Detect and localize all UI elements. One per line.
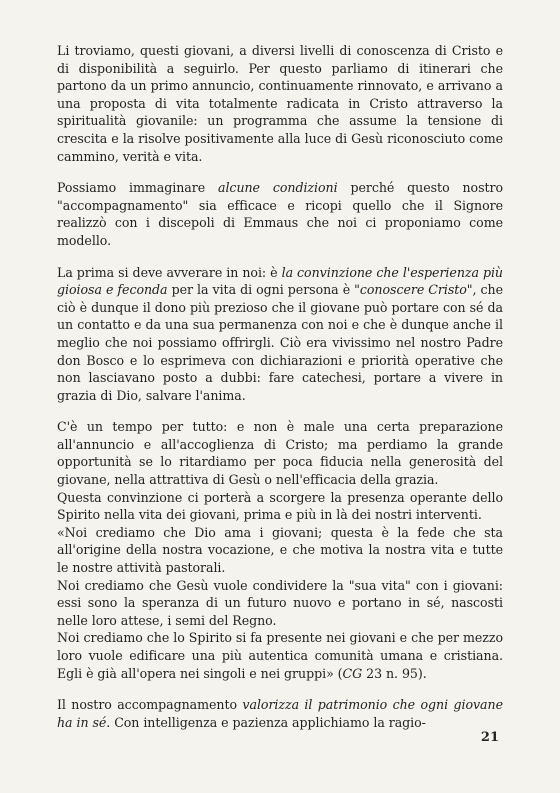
text-run: Li troviamo, questi giovani, a diversi livelli di conoscenza di Cristo e di disponibilità a seguirlo. Per questo parliamo di itinerari che partono da un primo annuncio, continuamente rinnovato, e arrivano a una proposta di vita totalmente radicata in Cristo attraverso la spiritualità giovanile: un programma che assume la tensione di crescita e la risolve positivamente alla luce di Gesù riconosciuto come cammino, verità e vita. — [57, 43, 503, 164]
paragraph — [57, 418, 503, 488]
paragraph — [57, 42, 503, 165]
text-run: Il nostro accompagnamento — [57, 697, 243, 713]
text-run: 23 n. 95). — [362, 665, 427, 681]
text-run: , che ciò è dunque il dono più prezioso che il giovane può portare con sé da un contatto e da una sua permanenza con noi e che è dunque anche il meglio che noi possiamo offrirgli. Ciò era vivissimo nel nostro Padre don Bosco e lo esprimeva con dichiarazioni e priorità operative che non lasciavano posto a dubbi: fare catechesi, portare a vivere in grazia di Dio, salvare l'anima. — [57, 282, 503, 403]
paragraph — [57, 696, 503, 731]
paragraph — [57, 524, 503, 577]
paragraph — [57, 489, 503, 524]
italic-text: la convinzione che l'esperienza più gioiosa e feconda — [57, 264, 503, 298]
text-run: . Con intelligenza e pazienza applichiamo la ragio- — [106, 714, 426, 730]
text-run: Questa convinzione ci porterà a scorgere la presenza operante dello Spirito nella vita dei giovani, prima e più in là dei nostri interventi. — [57, 489, 503, 523]
text-run: perché questo nostro "accompagnamento" sia efficace e ricopi quello che il Signore realizzò con i discepoli di Emmaus che noi ci proponiamo come modello. — [57, 180, 503, 248]
text-run: C'è un tempo per tutto: e non è male una certa preparazione all'annuncio e all'accoglienza di Cristo; ma perdiamo la grande opportunità se lo ritardiamo per poca fiducia nella generosità del giovane, nella attrattiva di Gesù o nell'efficacia della grazia. — [57, 419, 503, 488]
page-number: 21 — [480, 730, 499, 745]
page-body — [57, 42, 503, 745]
italic-text: "conoscere Cristo" — [354, 282, 473, 298]
paragraph — [57, 179, 503, 249]
text-run: Noi crediamo che Gesù vuole condividere la "sua vita" con i giovani: essi sono la speranza di un futuro nuovo e portano in sé, nascosti nelle loro attese, i semi del Regno. — [57, 577, 503, 628]
paragraph — [57, 577, 503, 630]
text-run: Possiamo immaginare — [57, 180, 218, 196]
italic-text: CG — [342, 665, 363, 681]
text-run: La prima si deve avverare in noi: è — [57, 264, 282, 280]
italic-text: valorizza il patrimonio che ogni giovane ha in sé — [57, 697, 503, 730]
text-run: Noi crediamo che lo Spirito si fa presente nei giovani e che per mezzo loro vuole edificare una più autentica comunità umana e cristiana. Egli è già all'opera nei singoli e nei gruppi» ( — [57, 630, 503, 681]
paragraph — [57, 264, 503, 405]
italic-text: alcune condizioni — [218, 180, 338, 196]
paragraph — [57, 629, 503, 682]
text-run: per la vita di ogni persona è — [167, 282, 355, 298]
text-run: «Noi crediamo che Dio ama i giovani; questa è la fede che sta all'origine della nostra vocazione, e che motiva la nostra vita e tutte le nostre attività pastorali. — [57, 524, 503, 576]
